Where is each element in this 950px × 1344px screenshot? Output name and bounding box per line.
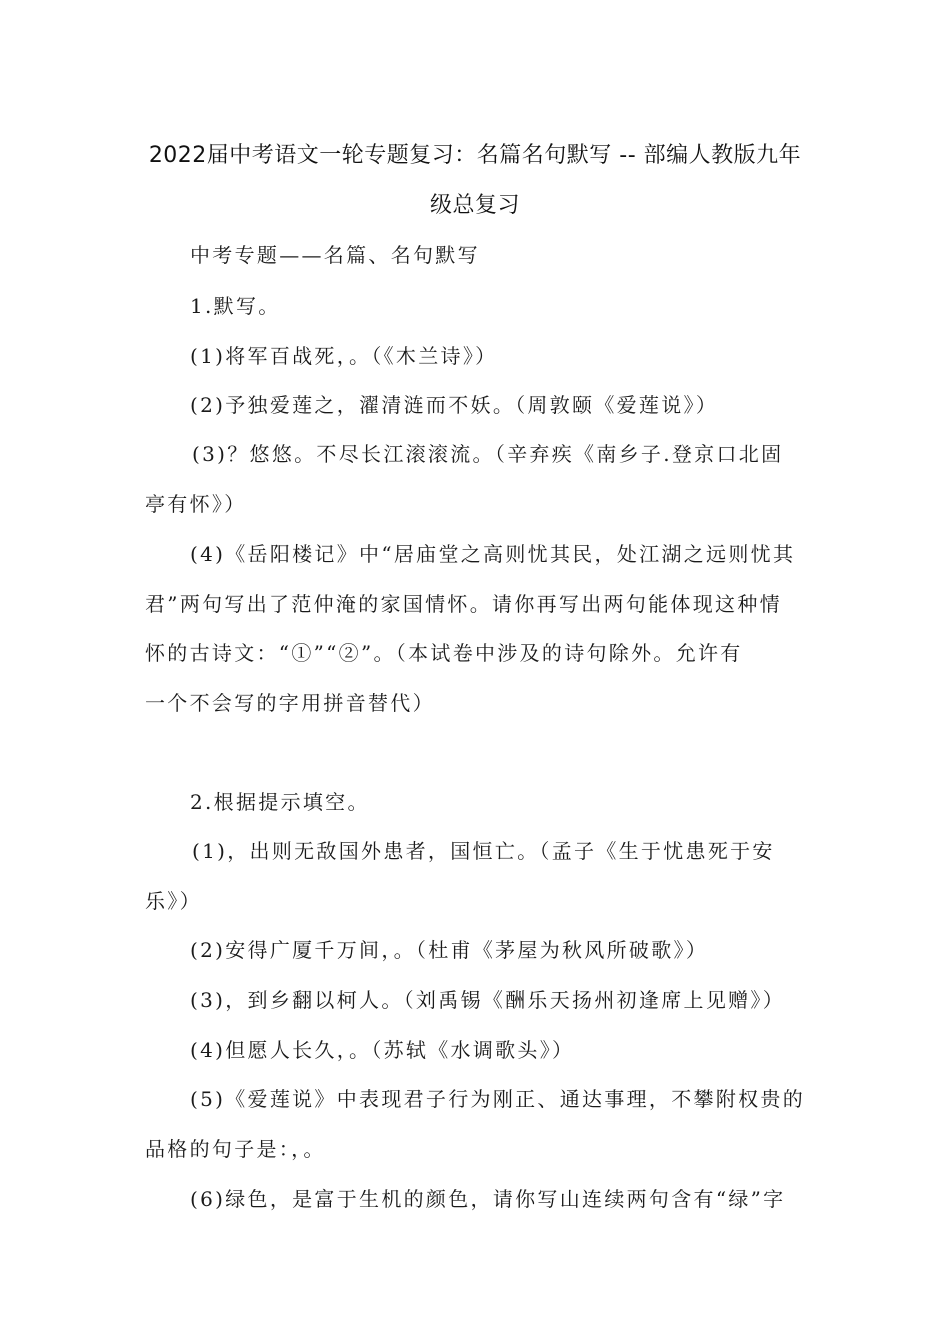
- question-1-item-3: (3)？悠悠。不尽长江滚滚流。（辛弃疾《南乡子.登京口北固: [192, 442, 784, 466]
- question-2-item-5: (5)《爱莲说》中表现君子行为刚正、通达事理，不攀附权贵的: [190, 1087, 806, 1111]
- question-2-item-2: (2)安得广厦千万间，。（杜甫《茅屋为秋风所破歌》）: [190, 938, 709, 962]
- question-1-item-2: (2)予独爱莲之，濯清涟而不妖。（周敦颐《爱莲说》）: [190, 393, 719, 417]
- question-2-item-3: (3)，到乡翻以柯人。（刘禹锡《酬乐天扬州初逢席上见赠》）: [190, 988, 786, 1012]
- question-2-item-1-continued: 乐》）: [145, 889, 202, 913]
- question-1-item-4-line-3: 怀的古诗文：“①”“②”。（本试卷中涉及的诗句除外。允许有: [145, 641, 743, 665]
- question-1-item-1: (1)将军百战死，。（《木兰诗》）: [190, 344, 498, 368]
- question-2-heading: 2.根据提示填空。: [190, 790, 370, 814]
- question-2-item-4: (4)但愿人长久，。（苏轼《水调歌头》）: [190, 1038, 575, 1062]
- question-2-item-6: (6)绿色，是富于生机的颜色，请你写山连续两句含有“绿”字: [190, 1187, 786, 1211]
- question-1-heading: 1.默写。: [190, 294, 281, 318]
- question-2-item-1: (1)，出则无敌国外患者，国恒亡。（孟子《生于忧患死于安: [192, 839, 775, 863]
- question-1-item-4: (4)《岳阳楼记》中“居庙堂之高则忧其民，处江湖之远则忧其: [190, 542, 796, 566]
- question-1-item-3-continued: 亭有怀》）: [145, 492, 247, 516]
- document-title-line-2: 级总复习: [429, 193, 520, 218]
- question-1-item-4-line-2: 君”两句写出了范仲淹的家国情怀。请你再写出两句能体现这种情: [145, 592, 782, 616]
- question-1-item-4-line-4: 一个不会写的字用拼音替代）: [145, 691, 435, 715]
- question-2-item-5-continued: 品格的句子是：，。: [145, 1137, 326, 1161]
- section-heading: 中考专题——名篇、名句默写: [190, 243, 480, 267]
- document-title-line-1: 2022届中考语文一轮专题复习：名篇名句默写 -- 部编人教版九年: [148, 143, 802, 168]
